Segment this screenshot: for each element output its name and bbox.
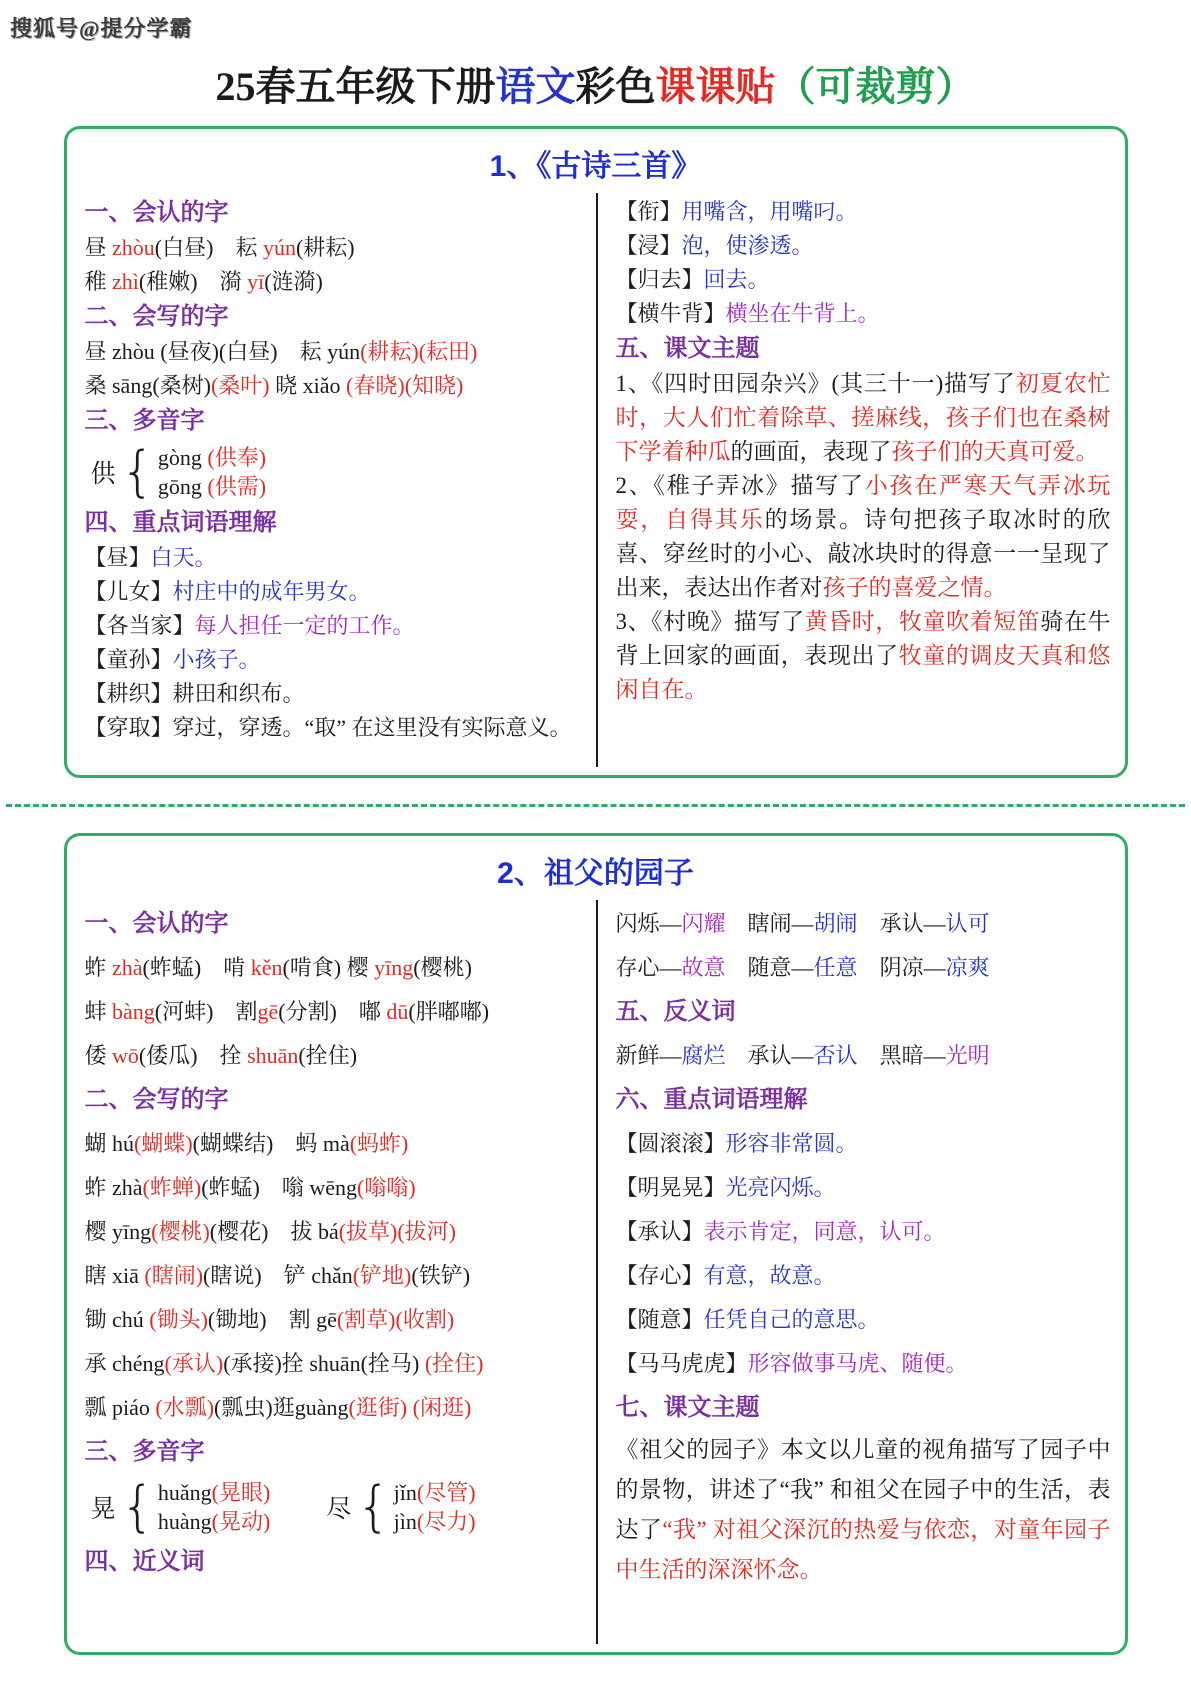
text-segment: 拴 bbox=[219, 1043, 248, 1068]
text-segment: (分割) bbox=[278, 999, 359, 1024]
text-line bbox=[0, 62, 1191, 112]
section-header: 一、会认的字 bbox=[84, 911, 229, 937]
text-segment: (蝴蝶结) bbox=[192, 1131, 296, 1156]
polyphone-char: 晃 bbox=[90, 1496, 116, 1523]
text-line bbox=[616, 297, 1111, 331]
text-segment: (蚱蝉) bbox=[142, 1175, 202, 1200]
text-segment: 1、《四时田园杂兴》(其三十一)描写了 bbox=[615, 371, 1016, 396]
text-segment: 【儿女】 bbox=[84, 579, 173, 604]
section-2-title: 2、祖父的园子 bbox=[497, 857, 694, 890]
text-segment: 樱 bbox=[346, 955, 375, 980]
text-segment: 牧童的调皮天真和悠闲自在。 bbox=[615, 643, 1111, 702]
brace-icon: { bbox=[356, 1475, 391, 1538]
text-line bbox=[616, 1034, 1111, 1078]
text-segment: (承接) bbox=[223, 1351, 282, 1376]
text-segment: (晃动) bbox=[211, 1509, 271, 1534]
polyphone-char: 供 bbox=[90, 461, 116, 488]
text-segment: (拴马) bbox=[360, 1351, 425, 1376]
text-segment: （可裁剪） bbox=[775, 64, 976, 109]
text-segment: 否认 bbox=[813, 1043, 858, 1068]
polyphone-readings bbox=[158, 1478, 270, 1536]
paragraph bbox=[616, 469, 1111, 605]
text-segment: 回去。 bbox=[703, 267, 770, 292]
text-segment: 认可 bbox=[945, 911, 990, 936]
text-segment: (拴住) bbox=[298, 1043, 358, 1068]
text-segment: 瞎闹— bbox=[725, 911, 814, 936]
text-segment: (瞎说) bbox=[203, 1263, 284, 1288]
text-segment: (拔草) bbox=[338, 1219, 398, 1244]
brace-icon: { bbox=[120, 440, 155, 503]
text-line bbox=[158, 443, 266, 472]
text-segment: 光亮闪烁。 bbox=[725, 1175, 836, 1200]
text-segment: 【随意】 bbox=[615, 1307, 704, 1332]
text-segment: (胖嘟嘟) bbox=[408, 999, 490, 1024]
polyphone-row bbox=[85, 439, 582, 505]
text-segment: 蝴 hú bbox=[84, 1131, 135, 1156]
text-segment: (供奉) bbox=[207, 445, 267, 470]
text-segment: 孩子的喜爱之情。 bbox=[822, 575, 1007, 600]
section-2-card bbox=[64, 833, 1128, 1655]
text-segment: (收割) bbox=[395, 1307, 455, 1332]
text-segment: 光明 bbox=[945, 1043, 990, 1068]
text-segment: (蚱蜢) bbox=[142, 955, 224, 980]
text-line bbox=[394, 1507, 476, 1536]
text-segment: (蚱蜢) bbox=[201, 1175, 282, 1200]
section-header: 二、会写的字 bbox=[84, 304, 229, 330]
section-2-left-column bbox=[67, 900, 596, 1644]
text-segment: 耘 bbox=[235, 235, 263, 260]
text-segment: wō bbox=[112, 1043, 139, 1068]
text-segment: (铁铲) bbox=[411, 1263, 471, 1288]
text-line bbox=[85, 369, 582, 403]
text-segment: 铲 chǎn bbox=[283, 1263, 353, 1288]
text-segment: 骑在牛背上回家的画面，表现出了 bbox=[615, 609, 1111, 668]
text-segment: 黑暗— bbox=[857, 1043, 946, 1068]
text-segment: 蚱 bbox=[84, 955, 113, 980]
text-segment: (耕耘) bbox=[295, 235, 355, 260]
text-segment: 拔 bá bbox=[290, 1219, 339, 1244]
section-header: 四、重点词语理解 bbox=[84, 510, 277, 536]
text-segment: (啃食) bbox=[282, 955, 347, 980]
text-segment: yī bbox=[247, 269, 265, 294]
text-segment: 胡闹 bbox=[813, 911, 858, 936]
text-line bbox=[616, 1122, 1111, 1166]
text-line bbox=[616, 1210, 1111, 1254]
text-segment: 阴凉— bbox=[857, 955, 946, 980]
text-segment: 啃 bbox=[223, 955, 251, 980]
polyphone-row bbox=[85, 1474, 582, 1540]
text-segment: (春晓) bbox=[346, 373, 405, 398]
text-line bbox=[616, 263, 1111, 297]
section-header: 七、课文主题 bbox=[615, 1395, 760, 1421]
text-segment: 的场景。诗句把孩子取冰时的欣喜、穿丝时的小心、敲冰块时的得意一一呈现了出来，表达出作者对 bbox=[615, 507, 1111, 600]
text-segment: 割 gē bbox=[288, 1307, 337, 1332]
text-segment: 【明晃晃】 bbox=[615, 1175, 726, 1200]
text-segment: (铲地) bbox=[352, 1263, 412, 1288]
text-segment: 闪耀 bbox=[681, 911, 726, 936]
text-segment: 横坐在牛背上。 bbox=[725, 301, 880, 326]
polyphone-readings bbox=[158, 443, 266, 501]
text-segment: 初夏农忙时，大人们忙着除草、搓麻线，孩子们也在桑树下学着种瓜 bbox=[615, 371, 1111, 464]
text-segment: 【各当家】 bbox=[84, 613, 195, 638]
text-segment: (割草) bbox=[336, 1307, 396, 1332]
text-segment: 存心— bbox=[615, 955, 682, 980]
section-header: 二、会写的字 bbox=[84, 1087, 229, 1113]
text-segment: (锄头) bbox=[149, 1307, 208, 1332]
polyphone-group bbox=[90, 1475, 271, 1538]
text-segment: 嘟 bbox=[358, 999, 387, 1024]
text-segment: (樱桃) bbox=[151, 1219, 210, 1244]
text-segment: (倭瓜) bbox=[138, 1043, 220, 1068]
text-segment: 【存心】 bbox=[615, 1263, 704, 1288]
text-segment: zhòu bbox=[112, 235, 155, 260]
text-line bbox=[616, 1342, 1111, 1386]
text-line bbox=[616, 902, 1111, 946]
section-2-columns bbox=[67, 900, 1125, 1644]
text-segment: 【昼】 bbox=[84, 545, 151, 570]
section-header: 五、课文主题 bbox=[615, 336, 760, 362]
text-segment: huàng bbox=[157, 1509, 212, 1534]
text-line bbox=[85, 946, 582, 990]
text-segment: gòng bbox=[157, 445, 208, 470]
text-segment: (瞎闹) bbox=[144, 1263, 204, 1288]
text-segment: 承 chéng bbox=[84, 1351, 165, 1376]
text-segment: 用嘴含，用嘴叼。 bbox=[681, 199, 858, 224]
text-segment: (嗡嗡) bbox=[357, 1175, 416, 1200]
text-segment: 昼 zhòu (昼夜)(白昼) 耘 yún bbox=[84, 339, 361, 364]
text-line bbox=[85, 1298, 582, 1342]
text-line bbox=[85, 1034, 582, 1078]
text-segment: (闲逛) bbox=[412, 1395, 472, 1420]
text-segment: 3、《村晚》描写了 bbox=[615, 609, 805, 634]
text-segment: (拔河) bbox=[397, 1219, 457, 1244]
text-segment: 承认— bbox=[857, 911, 946, 936]
paragraph bbox=[616, 367, 1111, 469]
text-segment: 腐烂 bbox=[681, 1043, 726, 1068]
section-header: 一、会认的字 bbox=[84, 200, 229, 226]
text-segment: (涟漪) bbox=[264, 269, 323, 294]
section-2-right-column bbox=[596, 900, 1125, 1644]
text-segment: 【穿取】 bbox=[84, 715, 173, 740]
text-segment: (水瓢) bbox=[155, 1395, 215, 1420]
text-line bbox=[85, 609, 582, 643]
text-segment: 小孩在严寒天气弄冰玩耍，自得其乐 bbox=[615, 473, 1111, 532]
text-segment: 倭 bbox=[84, 1043, 113, 1068]
text-segment: dū bbox=[386, 999, 409, 1024]
text-segment: 新鲜— bbox=[615, 1043, 682, 1068]
text-segment: 蚱 zhà bbox=[84, 1175, 143, 1200]
text-segment: 锄 chú bbox=[84, 1307, 150, 1332]
text-segment: 【承认】 bbox=[615, 1219, 704, 1244]
text-line bbox=[85, 643, 582, 677]
text-segment: 樱 yīng bbox=[84, 1219, 152, 1244]
text-segment: (蝴蝶) bbox=[134, 1131, 193, 1156]
text-segment: 黄昏时，牧童吹着短笛 bbox=[804, 609, 1041, 634]
text-segment: (蚂蚱) bbox=[349, 1131, 409, 1156]
text-line bbox=[616, 1166, 1111, 1210]
text-line bbox=[85, 575, 582, 609]
text-segment: bàng bbox=[112, 999, 155, 1024]
text-segment: 形容非常圆。 bbox=[725, 1131, 858, 1156]
text-segment: (知晓) bbox=[404, 373, 464, 398]
text-segment: 彩色 bbox=[575, 64, 656, 109]
text-line bbox=[85, 1166, 582, 1210]
section-1-left-column bbox=[67, 193, 596, 767]
text-segment: 桑 sāng(桑树) bbox=[84, 373, 211, 398]
text-line bbox=[158, 472, 266, 501]
text-segment: 穿过，穿透。“取” 在这里没有实际意义。 bbox=[172, 715, 572, 740]
section-header: 六、重点词语理解 bbox=[615, 1087, 808, 1113]
text-segment: (晃眼) bbox=[211, 1480, 271, 1505]
section-header: 三、多音字 bbox=[84, 408, 205, 434]
text-segment: gē bbox=[257, 999, 279, 1024]
text-segment: 逛guàng bbox=[272, 1395, 349, 1420]
text-segment: (白昼) bbox=[154, 235, 236, 260]
text-segment: 【圆滚滚】 bbox=[615, 1131, 726, 1156]
text-segment: 拴 shuān bbox=[281, 1351, 361, 1376]
text-segment: 任凭自己的意思。 bbox=[703, 1307, 880, 1332]
text-segment: (耕耘) bbox=[360, 339, 419, 364]
text-segment: shuān bbox=[247, 1043, 299, 1068]
text-segment: (樱花) bbox=[209, 1219, 291, 1244]
text-segment: (稚嫩) bbox=[138, 269, 220, 294]
text-line bbox=[85, 1210, 582, 1254]
text-segment: (瓢虫) bbox=[214, 1395, 273, 1420]
text-segment: 小孩子。 bbox=[172, 647, 261, 672]
text-segment: (锄地) bbox=[207, 1307, 289, 1332]
text-segment: 有意，故意。 bbox=[703, 1263, 836, 1288]
text-segment: (桑叶) bbox=[210, 373, 270, 398]
text-segment: (樱桃) bbox=[413, 955, 472, 980]
text-line bbox=[616, 195, 1111, 229]
polyphone-char: 尽 bbox=[326, 1496, 352, 1523]
text-segment: 瞎 xiā bbox=[84, 1263, 145, 1288]
section-1-right-column bbox=[596, 193, 1125, 767]
text-segment: yīng bbox=[374, 955, 414, 980]
text-segment: 耕田和织布。 bbox=[172, 681, 305, 706]
text-line bbox=[85, 677, 582, 711]
text-line bbox=[158, 1507, 270, 1536]
text-segment: (尽管) bbox=[416, 1480, 476, 1505]
dashed-separator bbox=[6, 804, 1185, 807]
text-line bbox=[85, 711, 582, 745]
text-segment: 昼 bbox=[84, 235, 113, 260]
text-segment: (供需) bbox=[207, 474, 267, 499]
section-1-title: 1、《古诗三首》 bbox=[489, 150, 702, 183]
text-segment: (河蚌) bbox=[154, 999, 236, 1024]
text-segment: (尽力) bbox=[416, 1509, 476, 1534]
text-segment: 瓢 piáo bbox=[84, 1395, 156, 1420]
watermark: 搜狐号@提分学霸 bbox=[10, 16, 193, 41]
paragraph bbox=[616, 605, 1111, 707]
text-segment: 【横牛背】 bbox=[615, 301, 726, 326]
text-segment: kěn bbox=[250, 955, 283, 980]
text-segment: 【马马虎虎】 bbox=[615, 1351, 748, 1376]
text-segment: 25春五年级下册 bbox=[215, 64, 496, 109]
text-segment: jǐn bbox=[393, 1480, 417, 1505]
text-segment: 形容做事马虎、随便。 bbox=[747, 1351, 968, 1376]
text-line bbox=[616, 946, 1111, 990]
text-segment: 泡，使渗透。 bbox=[681, 233, 814, 258]
text-segment: 白天。 bbox=[150, 545, 217, 570]
text-segment: 随意— bbox=[725, 955, 814, 980]
text-segment: 2、《稚子弄冰》描写了 bbox=[615, 473, 865, 498]
text-segment: 蚂 mà bbox=[295, 1131, 350, 1156]
text-segment: 漪 bbox=[219, 269, 248, 294]
text-segment: (耘田) bbox=[418, 339, 478, 364]
text-line bbox=[85, 541, 582, 575]
text-segment: 表示肯定，同意，认可。 bbox=[703, 1219, 946, 1244]
text-segment: 承认— bbox=[725, 1043, 814, 1068]
text-segment: (逛街) bbox=[348, 1395, 413, 1420]
text-line bbox=[616, 229, 1111, 263]
text-segment: 【衔】 bbox=[615, 199, 682, 224]
paragraph bbox=[616, 1430, 1111, 1590]
text-segment: 村庄中的成年男女。 bbox=[172, 579, 371, 604]
text-line bbox=[158, 1478, 270, 1507]
text-segment: zhà bbox=[112, 955, 143, 980]
text-segment: 故意 bbox=[681, 955, 726, 980]
text-segment: 【童孙】 bbox=[84, 647, 173, 672]
text-line bbox=[616, 1254, 1111, 1298]
text-segment: (拴住) bbox=[424, 1351, 484, 1376]
polyphone-group bbox=[326, 1475, 476, 1538]
text-segment: 闪烁— bbox=[615, 911, 682, 936]
text-line bbox=[85, 335, 582, 369]
text-segment: 孩子们的天真可爱。 bbox=[891, 439, 1099, 464]
text-segment: zhì bbox=[112, 269, 139, 294]
text-segment: 凉爽 bbox=[945, 955, 990, 980]
section-header: 五、反义词 bbox=[615, 999, 736, 1025]
text-line bbox=[85, 1386, 582, 1430]
text-line bbox=[394, 1478, 476, 1507]
text-line bbox=[85, 231, 582, 265]
section-1-columns bbox=[67, 193, 1125, 767]
text-segment: huǎng bbox=[157, 1480, 212, 1505]
text-line bbox=[85, 1254, 582, 1298]
brace-icon: { bbox=[120, 1475, 155, 1538]
text-line bbox=[616, 1298, 1111, 1342]
text-segment: 《祖父的园子》本文以儿童的视角描写了园子中的景物，讲述了“我” 和祖父在园子中的生活，表达了 bbox=[615, 1437, 1111, 1542]
text-segment: yún bbox=[262, 235, 296, 260]
section-header: 四、近义词 bbox=[84, 1549, 205, 1575]
text-segment: 晓 xiǎo bbox=[269, 373, 347, 398]
text-segment: 语文 bbox=[495, 64, 576, 109]
text-segment: gōng bbox=[157, 474, 208, 499]
text-line bbox=[85, 1122, 582, 1166]
text-segment: 割 bbox=[235, 999, 258, 1024]
text-segment: 嗡 wēng bbox=[281, 1175, 357, 1200]
text-segment: 任意 bbox=[813, 955, 858, 980]
text-line bbox=[85, 265, 582, 299]
text-segment: 的画面，表现了 bbox=[730, 439, 892, 464]
text-line bbox=[85, 990, 582, 1034]
text-segment: 每人担任一定的工作。 bbox=[194, 613, 415, 638]
polyphone-group bbox=[90, 440, 267, 503]
text-segment: (承认) bbox=[164, 1351, 224, 1376]
text-segment: 蚌 bbox=[84, 999, 113, 1024]
polyphone-readings bbox=[394, 1478, 476, 1536]
section-1-card bbox=[64, 126, 1128, 778]
text-segment: 【归去】 bbox=[615, 267, 704, 292]
text-segment: 【浸】 bbox=[615, 233, 682, 258]
text-segment: “我” 对祖父深沉的热爱与依恋，对童年园子中生活的深深怀念。 bbox=[615, 1517, 1111, 1582]
section-header: 三、多音字 bbox=[84, 1439, 205, 1465]
text-line bbox=[85, 1342, 582, 1386]
text-segment: 稚 bbox=[84, 269, 113, 294]
text-segment: 【耕织】 bbox=[84, 681, 173, 706]
text-segment: jìn bbox=[393, 1509, 417, 1534]
text-segment: 课课贴 bbox=[655, 64, 776, 109]
